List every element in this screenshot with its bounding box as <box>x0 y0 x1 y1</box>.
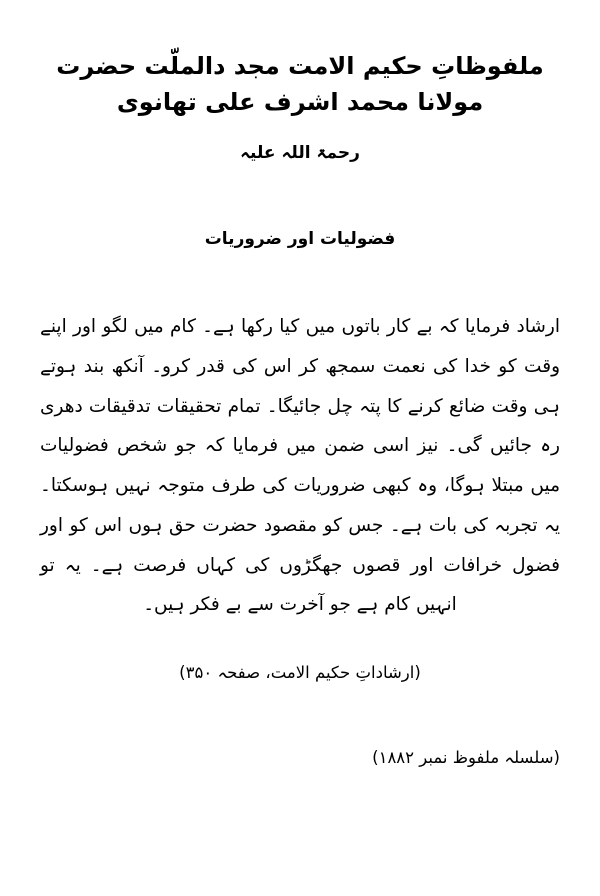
title-block <box>34 48 566 163</box>
title-honorific: رحمۃ اللہ علیہ <box>240 143 360 163</box>
section-heading: فضولیات اور ضروریات <box>204 229 396 249</box>
body-paragraph: ارشاد فرمایا کہ بے کار باتوں میں کیا رکھا ہے۔ کام میں لگو اور اپنے وقت کو خدا کی نعمت سمجھ کر اس کی قدر کرو۔ آنکھ بند ہوتے ہی وقت ضائع کرنے کا پتہ چل جائیگا۔ تمام تحقیقات تدقیقات دھری رہ جائیں گی۔ نیز اسی ضمن میں فرمایا کہ جو شخص فضولیات میں مبتلا ہوگا، وہ کبھی ضروریات کی طرف متوجہ نہیں ہوسکتا۔ یہ تجربہ کی بات ہے۔ جس کو مقصود حضرت حق ہوں اس کو اور فضول خرافات اور قصوں جھگڑوں کی کہاں فرصت ہے۔ یہ تو انہیں کام ہے جو آخرت سے بے فکر ہیں۔ <box>40 316 560 616</box>
document-page <box>0 48 600 896</box>
series-note: (سلسلہ ملفوظ نمبر ۱۸۸۲) <box>372 748 560 768</box>
source-reference: (ارشاداتِ حکیم الامت، صفحہ ۳۵۰) <box>179 663 421 683</box>
document-title: ملفوظاتِ حکیم الامت مجد دالملّت حضرت مولانا محمد اشرف علی تھانوی <box>56 52 544 116</box>
